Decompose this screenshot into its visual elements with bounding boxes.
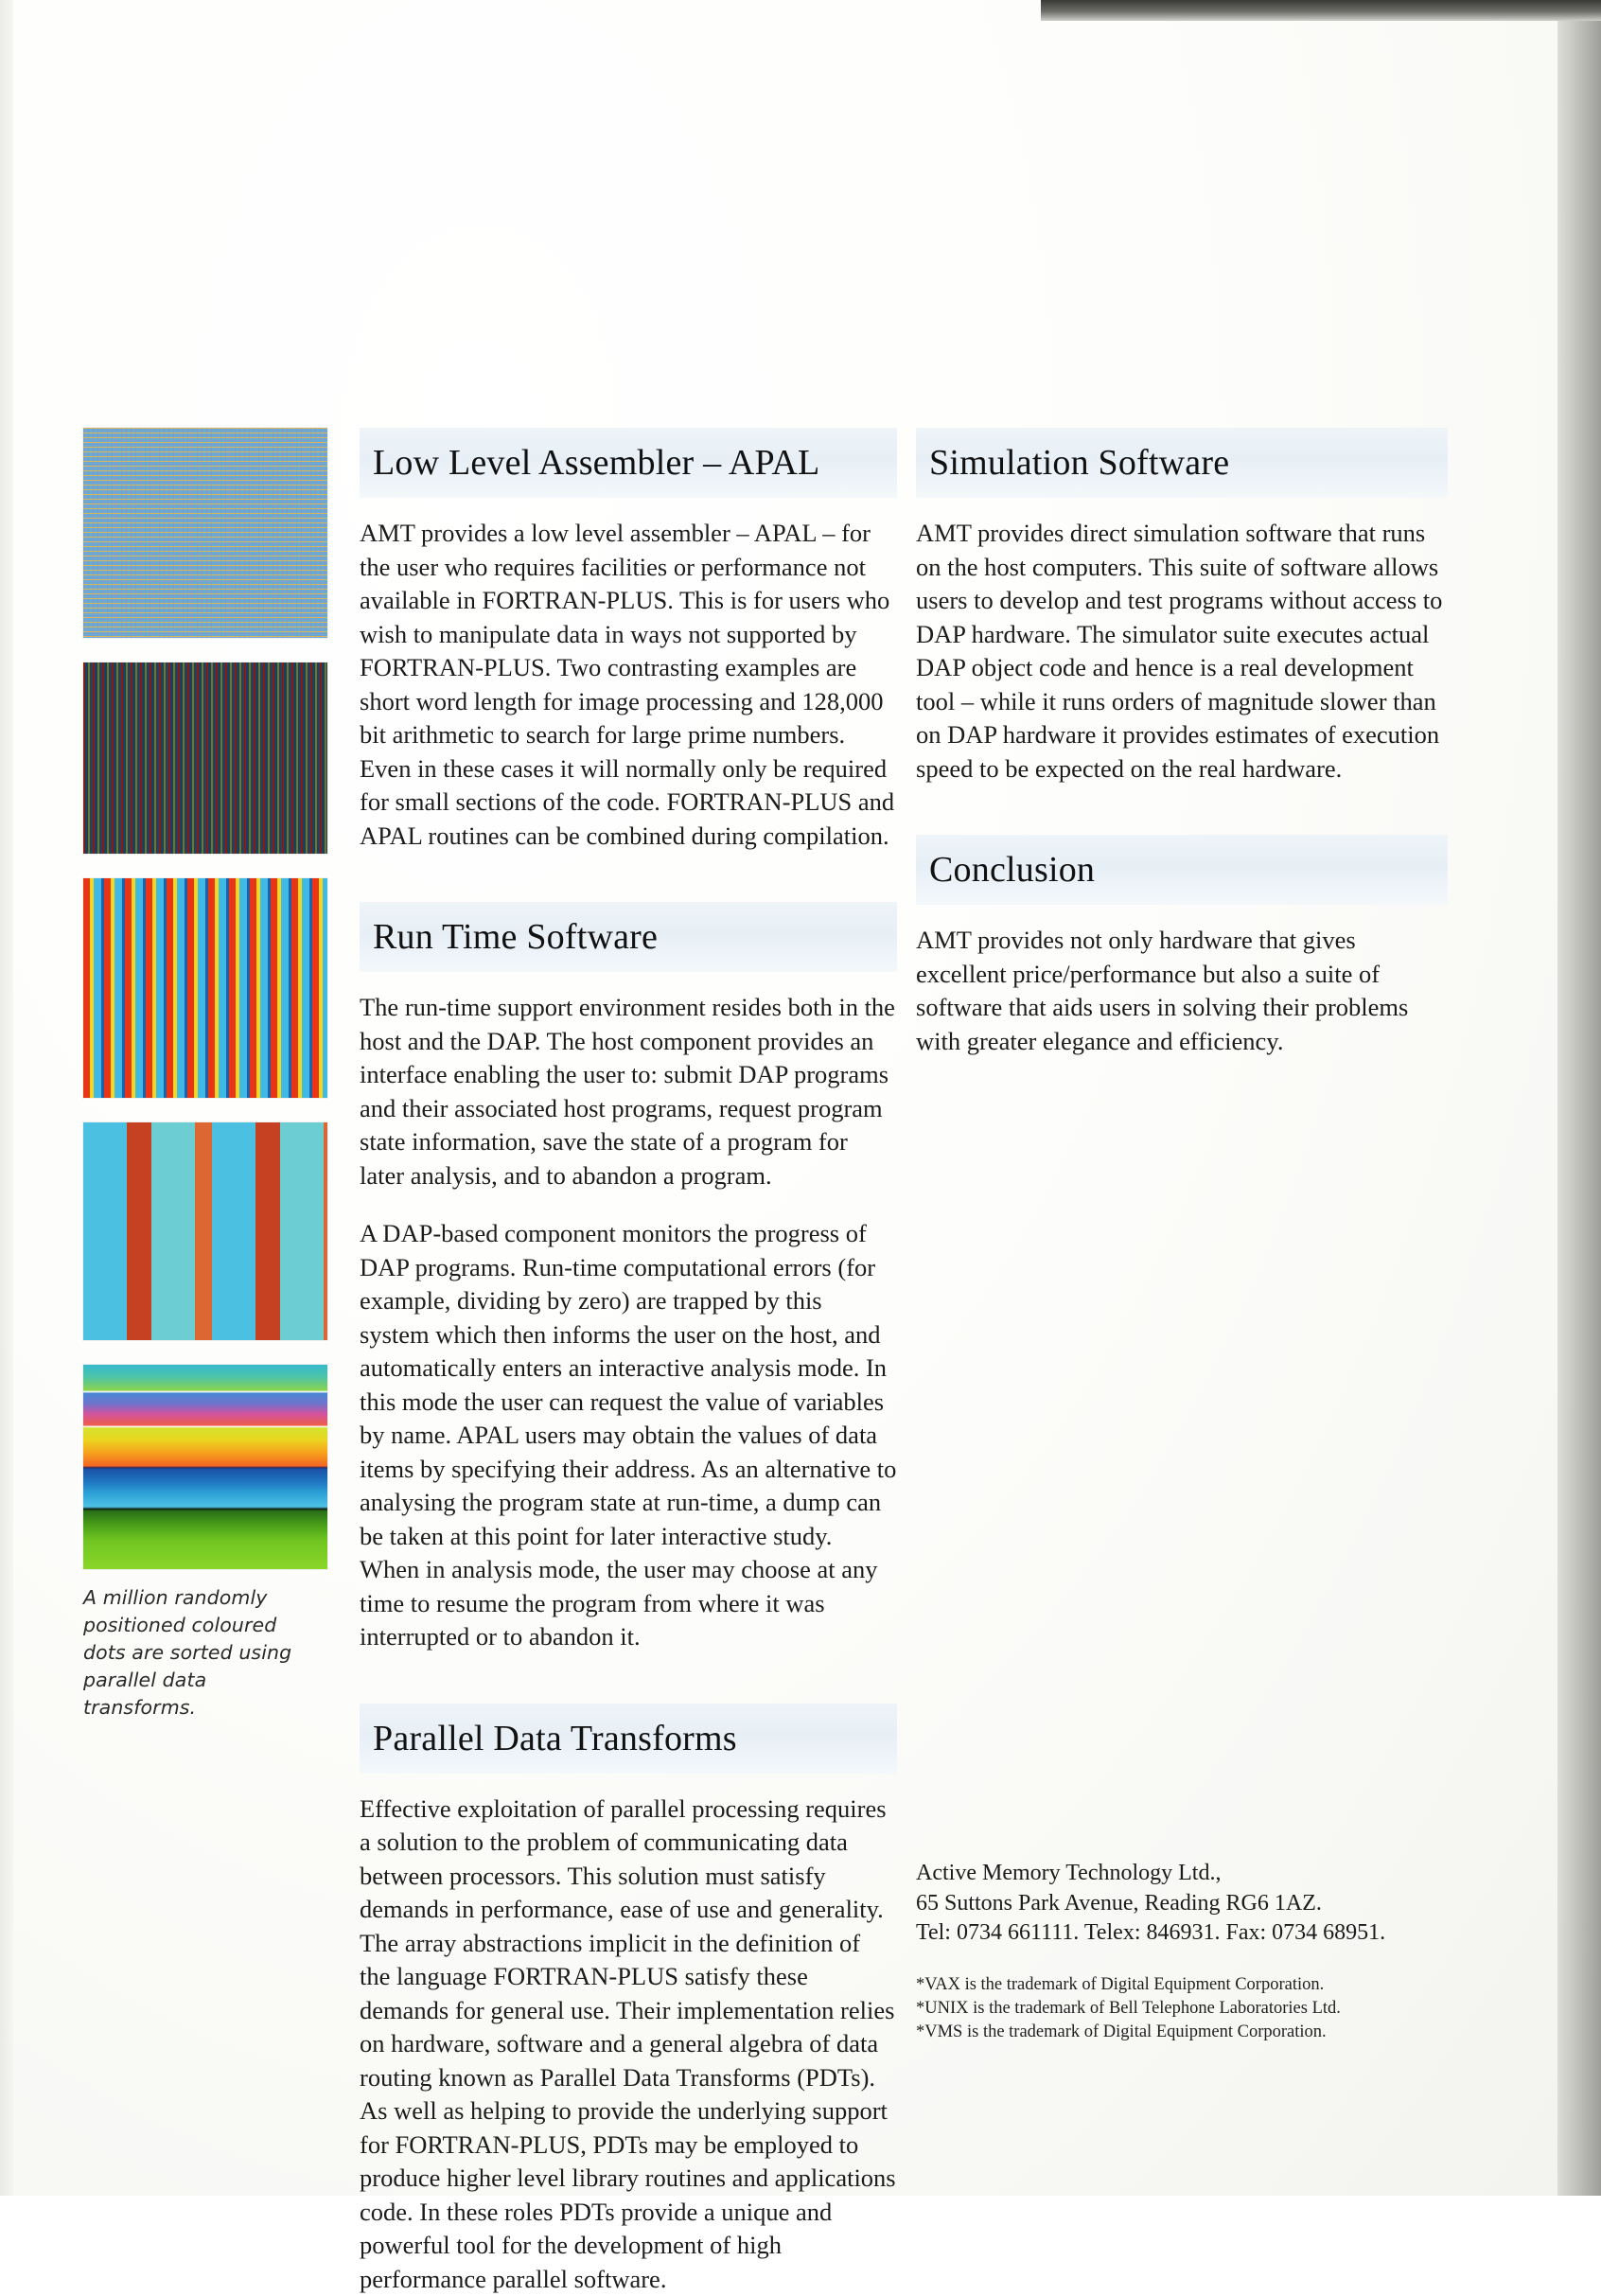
plaid-sorted-plate	[83, 878, 327, 1098]
trademark-vms: *VMS is the trademark of Digital Equipment Corporation.	[916, 2021, 1484, 2044]
address-line-contact: Tel: 0734 661111. Telex: 846931. Fax: 0734 68951.	[916, 1918, 1484, 1949]
trademark-unix: *UNIX is the trademark of Bell Telephone Laboratories Ltd.	[916, 1997, 1484, 2021]
block-sorted-plate	[83, 1122, 327, 1340]
fully-sorted-plate	[83, 1365, 327, 1569]
paragraph-runtime-2: A DAP-based component monitors the progress of DAP programs. Run-time computational errors (for example, dividing by zero) are trapped by this system which then informs the user on the host, and automatically enters an interactive analysis mode. In this mode the user can request the value of variables by name. APAL users may obtain the values of data items by specifying their address. As an alternative to analysing the program state at run-time, a dump can be taken at this point for later interactive study. When in analysis mode, the user may choose at any time to resume the program from where it was interrupted or to abandon it.	[360, 1217, 897, 1654]
paragraph-conclusion-1: AMT provides not only hardware that gives excellent price/performance but also a suite of software that aids users in solving their problems with greater elegance and efficiency.	[916, 924, 1448, 1058]
image-column	[83, 428, 327, 1722]
paragraph-pdt-1: Effective exploitation of parallel processing requires a solution to the problem of communicating data between processors. This solution must satisfy demands in performance, ease of use and generality. The array abstractions implicit in the definition of the language FORTRAN-PLUS satisfy these demands for general use. Their implementation relies on hardware, software and a general algebra of data routing known as Parallel Data Transforms (PDTs). As well as helping to provide the underlying support for FORTRAN-PLUS, PDTs may be employed to produce higher level library routines and applications code. In these roles PDTs provide a unique and powerful tool for the development of high performance parallel software.	[360, 1793, 897, 2296]
section-spacer	[916, 810, 1448, 835]
heading-parallel-data-transforms: Parallel Data Transforms	[360, 1704, 897, 1774]
heading-conclusion: Conclusion	[916, 835, 1448, 905]
paragraph-runtime-1: The run-time support environment resides both in the host and the DAP. The host component provides an interface enabling the user to: submit DAP programs and their associated host programs, request program state information, save the state of a program for later analysis, and to abandon a program.	[360, 991, 897, 1192]
paragraph-apal-1: AMT provides a low level assembler – APAL – for the user who requires facilities or performance not available in FORTRAN-PLUS. This is for users who wish to manipulate data in ways not supported by FORTRAN-PLUS. Two contrasting examples are short word length for image processing and 128,000 bit arithmetic to search for large prime numbers. Even in these cases it will normally only be required for small sections of the code. FORTRAN-PLUS and APAL routines can be combined during compilation.	[360, 517, 897, 853]
plate-caption: A million randomly positioned coloured dots are sorted using parallel data transforms.	[83, 1584, 320, 1722]
random-dots-plate	[83, 428, 327, 638]
partially-sorted-plate	[83, 662, 327, 854]
scan-edge-top	[1041, 0, 1601, 21]
section-spacer	[360, 877, 897, 902]
heading-low-level-assembler: Low Level Assembler – APAL	[360, 428, 897, 498]
scan-edge-left	[0, 0, 13, 2196]
right-text-column	[916, 428, 1448, 1058]
address-line-company: Active Memory Technology Ltd.,	[916, 1859, 1484, 1889]
middle-text-column	[360, 428, 897, 2296]
address-line-street: 65 Suttons Park Avenue, Reading RG6 1AZ.	[916, 1889, 1484, 1919]
scan-edge-right	[1557, 0, 1601, 2196]
section-spacer	[360, 1679, 897, 1704]
trademark-vax: *VAX is the trademark of Digital Equipment Corporation.	[916, 1973, 1484, 1997]
footer	[916, 1859, 1484, 2044]
heading-simulation-software: Simulation Software	[916, 428, 1448, 498]
heading-run-time-software: Run Time Software	[360, 902, 897, 972]
paragraph-simulation-1: AMT provides direct simulation software that runs on the host computers. This suite of software allows users to develop and test programs without access to DAP hardware. The simulator suite executes actual DAP object code and hence is a real development tool – while it runs orders of magnitude slower than on DAP hardware it provides estimates of execution speed to be expected on the real hardware.	[916, 517, 1448, 786]
trademark-notices	[916, 1973, 1484, 2044]
company-address	[916, 1859, 1484, 1949]
